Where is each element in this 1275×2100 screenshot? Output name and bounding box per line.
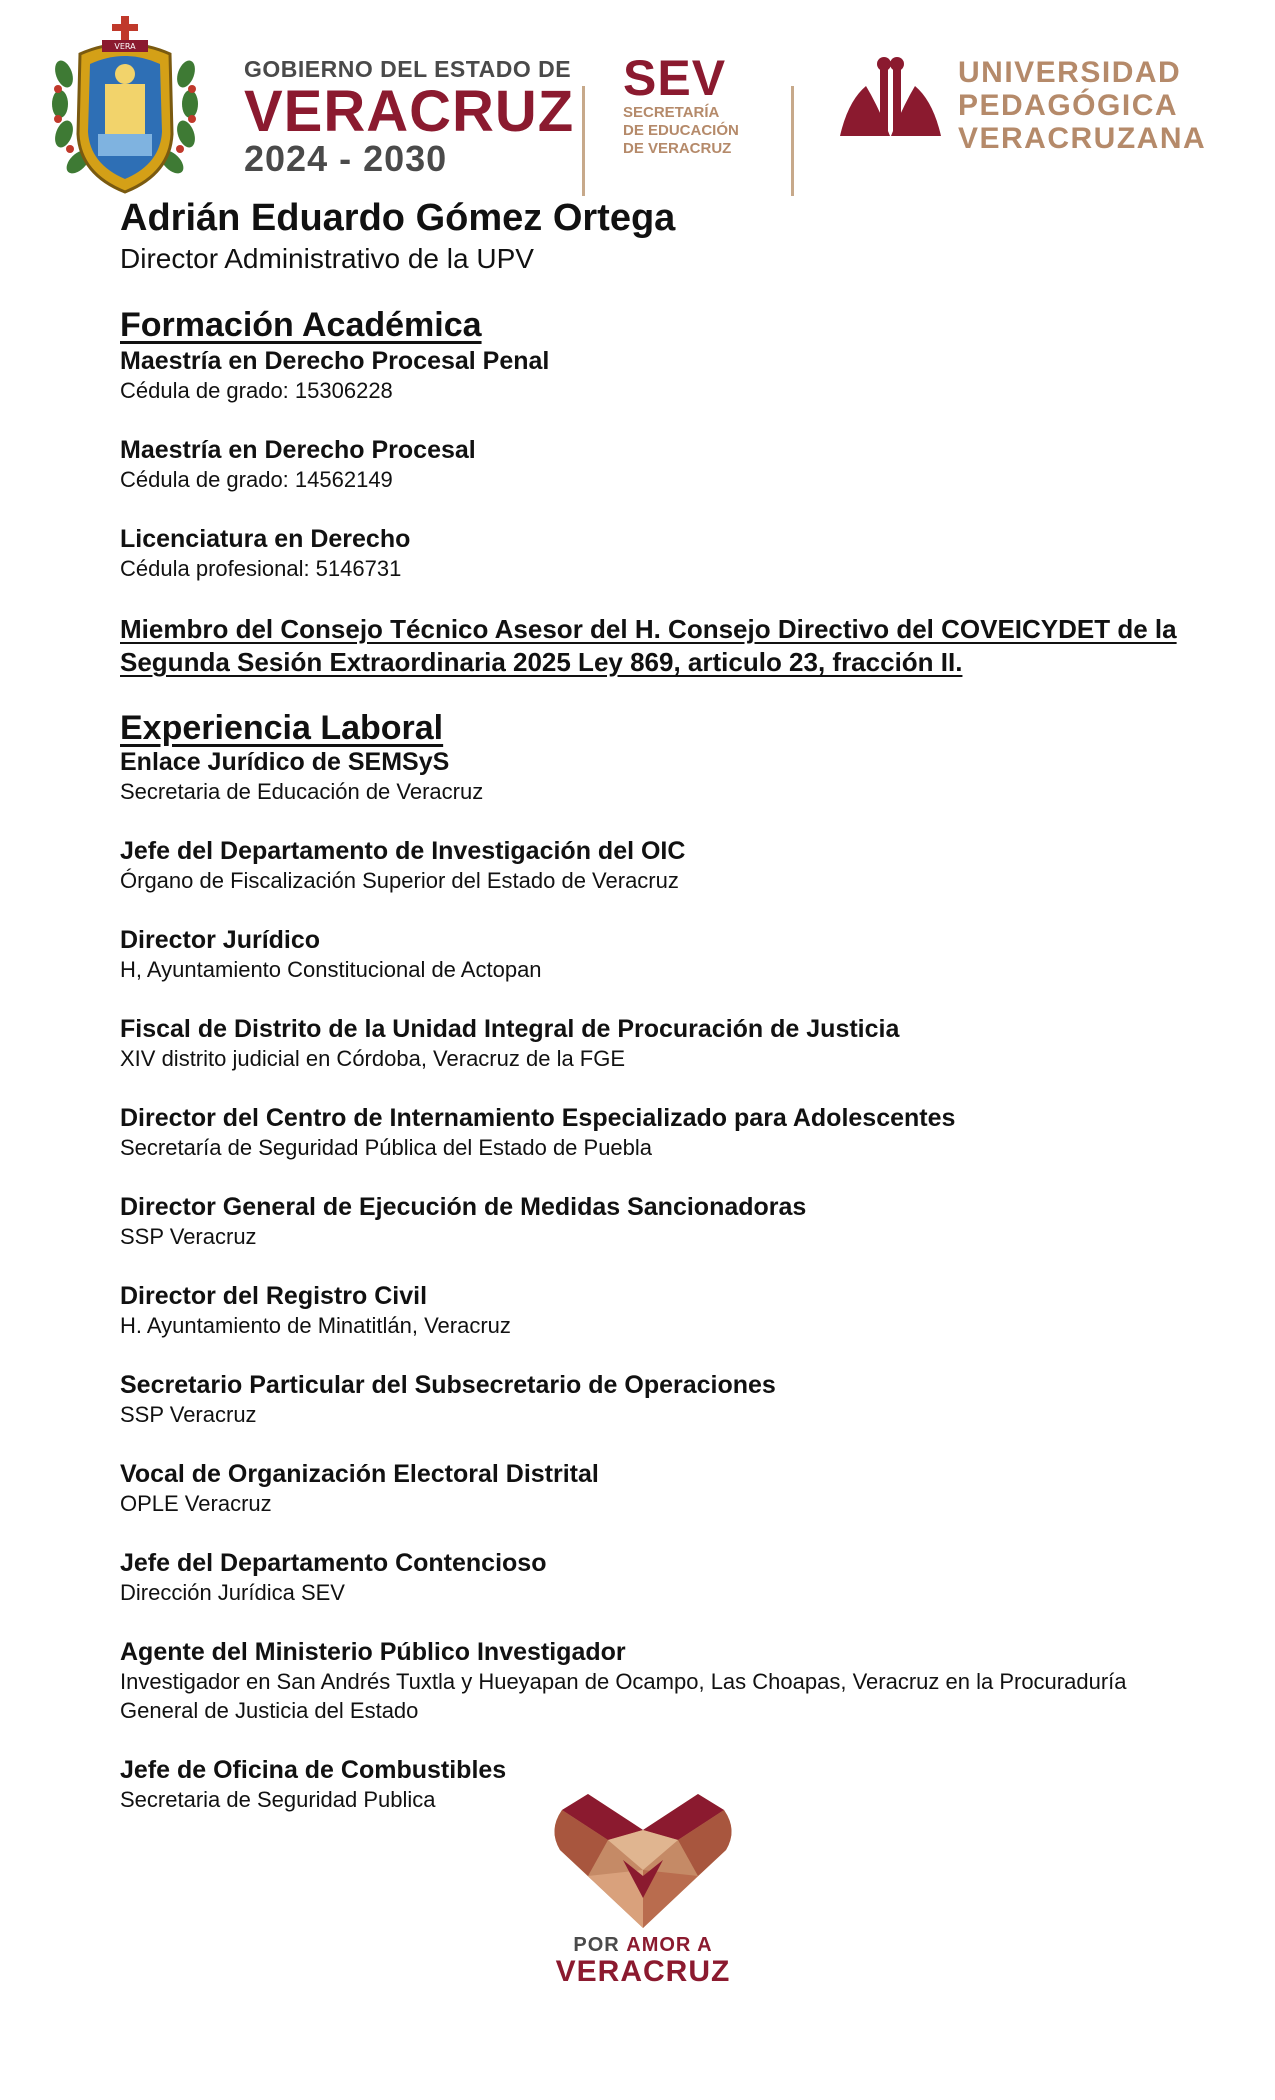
experience-detail: SSP Veracruz [120,1402,257,1427]
sev-logo-text [623,52,773,158]
experience-item [120,1103,1210,1162]
experience-title: Director del Centro de Internamiento Especializado para Adolescentes [120,1104,956,1132]
experience-item [120,836,1210,895]
upv-line-2: PEDAGÓGICA [958,89,1179,122]
experience-title: Fiscal de Distrito de la Unidad Integral de Procuración de Justicia [120,1015,900,1043]
por-amor-a-veracruz-logo [548,1790,738,2000]
education-item [120,346,1210,405]
upv-logo-text [958,56,1206,155]
experience-detail: Investigador en San Andrés Tuxtla y Hueyapan de Ocampo, Las Choapas, Veracruz en la Procuraduría General de Justicia del Estado [120,1669,1127,1723]
education-title: Maestría en Derecho Procesal [120,436,476,464]
education-title: Licenciatura en Derecho [120,525,411,553]
experience-title: Vocal de Organización Electoral Distrital [120,1460,599,1488]
experience-item [120,1192,1210,1251]
experience-item [120,1281,1210,1340]
upv-line-1: UNIVERSIDAD [958,56,1182,89]
education-title: Maestría en Derecho Procesal Penal [120,347,550,375]
gov-line-2: VERACRUZ [244,79,575,144]
experience-item [120,1548,1210,1607]
upv-emblem-icon [838,56,943,146]
upv-line-3: VERACRUZANA [958,122,1207,155]
experience-detail: H, Ayuntamiento Constitucional de Actopan [120,957,542,982]
education-item [120,435,1210,494]
slogan-line-2: VERACRUZ [555,1955,731,1988]
page-header [0,0,1275,200]
council-membership: Miembro del Consejo Técnico Asesor del H. Consejo Directivo del COVEICYDET de la Segunda Sesión Extraordinaria 2025 Ley 869, articulo 23, fracción II. [120,614,1177,677]
slogan-bold: AMOR A [626,1934,713,1956]
experience-title: Director del Registro Civil [120,1282,428,1310]
education-list [120,346,1210,583]
education-detail: Cédula de grado: 14562149 [120,467,393,492]
experience-detail: OPLE Veracruz [120,1491,272,1516]
experience-detail: Órgano de Fiscalización Superior del Estado de Veracruz [120,868,679,893]
experience-item [120,925,1210,984]
experience-title: Director General de Ejecución de Medidas Sancionadoras [120,1193,807,1221]
header-divider [582,86,585,196]
experience-title: Director Jurídico [120,926,321,954]
sev-line-1: SECRETARÍA [623,104,720,121]
education-detail: Cédula profesional: 5146731 [120,556,402,581]
shield-label: VERA [114,42,136,51]
person-role: Director Administrativo de la UPV [120,243,534,274]
experience-title: Agente del Ministerio Público Investigador [120,1638,626,1666]
experience-list [120,747,1210,1814]
slogan-prefix: POR [573,1934,620,1956]
government-logo-text [244,56,575,179]
experience-detail: Secretaría de Seguridad Pública del Estado de Puebla [120,1135,653,1160]
experience-item [120,1637,1210,1725]
education-heading: Formación Académica [120,306,482,344]
experience-title: Jefe del Departamento de Investigación del OIC [120,837,686,865]
education-detail: Cédula de grado: 15306228 [120,378,393,403]
experience-title: Jefe del Departamento Contencioso [120,1549,547,1577]
cv-content [120,196,1210,1814]
experience-detail: Secretaria de Seguridad Publica [120,1787,436,1812]
sev-line-2: DE EDUCACIÓN [623,122,739,139]
experience-title: Enlace Jurídico de SEMSyS [120,748,450,776]
person-name: Adrián Eduardo Gómez Ortega [120,197,676,239]
experience-item [120,1014,1210,1073]
header-divider [791,86,794,196]
experience-heading: Experiencia Laboral [120,709,444,747]
heart-emblem-icon [548,1790,738,1930]
gov-line-1: GOBIERNO DEL ESTADO DE [244,56,572,82]
slogan-line-1 [548,1934,738,1957]
education-item [120,524,1210,583]
sev-title: SEV [623,50,727,106]
sev-line-3: DE VERACRUZ [623,140,732,157]
experience-title: Secretario Particular del Subsecretario de Operaciones [120,1371,776,1399]
experience-detail: Secretaria de Educación de Veracruz [120,779,484,804]
experience-detail: SSP Veracruz [120,1224,257,1249]
gov-line-3: 2024 - 2030 [244,138,448,179]
experience-title: Jefe de Oficina de Combustibles [120,1756,507,1784]
experience-item [120,747,1210,806]
experience-item [120,1459,1210,1518]
experience-detail: XIV distrito judicial en Córdoba, Veracruz de la FGE [120,1046,626,1071]
experience-detail: Dirección Jurídica SEV [120,1580,345,1605]
veracruz-coat-of-arms-icon [50,14,200,204]
experience-item [120,1370,1210,1429]
experience-detail: H. Ayuntamiento de Minatitlán, Veracruz [120,1313,511,1338]
